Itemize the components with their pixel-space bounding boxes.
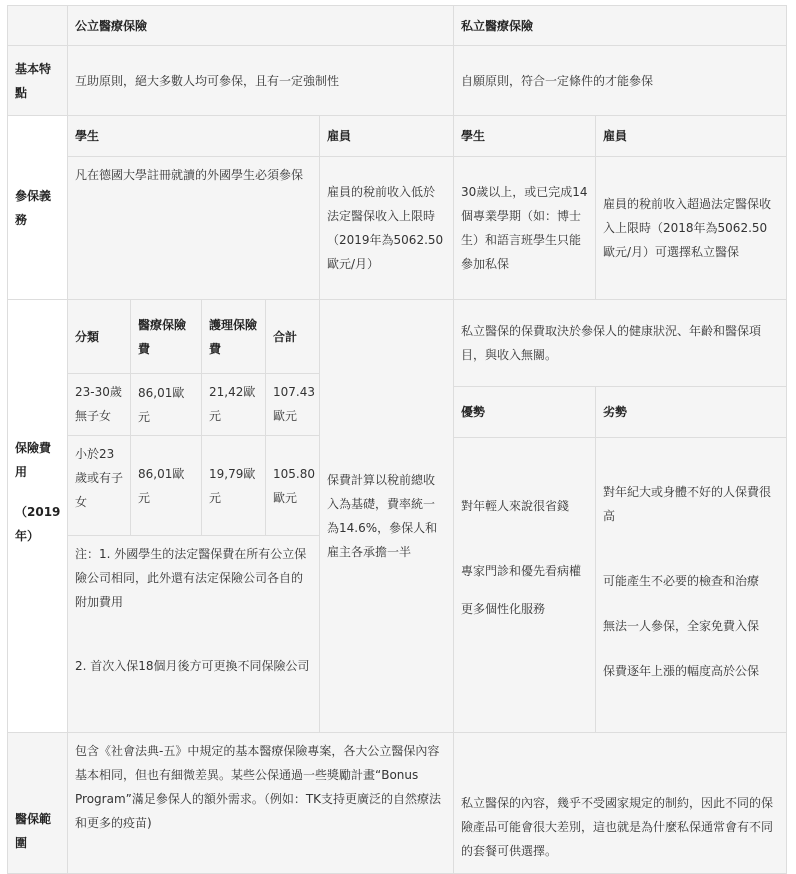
header-private-text: 私立醫療保險 xyxy=(461,18,534,33)
obligation-public-student xyxy=(67,156,320,300)
fee-row-1-total xyxy=(265,373,320,436)
fee-row-2-care-text: 19,79歐元 xyxy=(209,466,256,505)
row-label-obligation xyxy=(7,115,68,300)
obligation-public-student-head xyxy=(67,115,320,157)
premium-adv-1: 對年輕人來說很省錢 xyxy=(461,499,570,513)
basic-private xyxy=(453,45,787,116)
fee-head-medical xyxy=(130,299,202,374)
row-label-basic xyxy=(7,45,68,116)
obligation-private-student-head xyxy=(453,115,596,157)
obligation-private-employee-text: 雇員的稅前收入超過法定醫保收入上限時（2018年為5062.50歐元/月）可選擇私立醫保 xyxy=(603,197,772,259)
premium-note-2: 2. 首次入保18個月後方可更換不同保險公司 xyxy=(75,659,310,673)
premium-dis-3: 無法一人參保，全家免費入保 xyxy=(603,619,760,633)
obligation-public-employee-head-text: 雇員 xyxy=(327,129,352,143)
row-label-basic-text: 基本特點 xyxy=(15,61,52,100)
fee-row-2-medical-text: 86,01歐元 xyxy=(138,466,185,505)
premium-calc-text: 保費計算以稅前總收入為基礎，費率統一為14.6%，參保人和雇主各承擔一半 xyxy=(327,473,438,559)
premium-dis-1: 對年紀大或身體不好的人保費很高 xyxy=(603,485,772,523)
obligation-public-student-text: 凡在德國大學註冊就讀的外國學生必須參保 xyxy=(75,168,304,182)
obligation-private-employee xyxy=(595,156,787,300)
obligation-private-student-text: 30歲以上，或已完成14個專業學期（如：博士生）和語言班學生只能參加私保 xyxy=(461,185,588,271)
coverage-private-text: 私立醫保的內容，幾乎不受國家規定的制約，因此不同的保險產品可能會很大差別，這也就是為什麼私保通常會有不同的套餐可供選擇。 xyxy=(461,796,774,858)
fee-row-2-care xyxy=(201,435,266,536)
premium-dis-head xyxy=(595,386,787,438)
fee-row-1-medical xyxy=(130,373,202,436)
fee-head-care xyxy=(201,299,266,374)
premium-adv-head-text: 優勢 xyxy=(461,405,486,419)
obligation-public-student-head-text: 學生 xyxy=(75,129,100,143)
basic-public xyxy=(67,45,454,116)
header-public-text: 公立醫療保險 xyxy=(75,18,148,33)
premium-calc xyxy=(319,299,454,733)
fee-row-1-care-text: 21,42歐元 xyxy=(209,385,256,423)
obligation-private-employee-head-text: 雇員 xyxy=(603,129,628,143)
fee-row-1-medical-text: 86,01歐元 xyxy=(138,385,185,424)
row-label-coverage xyxy=(7,732,68,874)
coverage-private xyxy=(453,732,787,874)
obligation-public-employee-head xyxy=(319,115,454,157)
fee-row-2-medical xyxy=(130,435,202,536)
premium-adv xyxy=(453,437,596,733)
fee-row-2-total xyxy=(265,435,320,536)
fee-row-2-category-text: 小於23歲或有子女 xyxy=(75,447,124,509)
premium-notes xyxy=(67,535,320,733)
fee-row-1-category-text: 23-30歲無子女 xyxy=(75,385,122,423)
fee-row-1-total-text: 107.43歐元 xyxy=(273,385,315,423)
premium-private-desc-text: 私立醫保的保費取決於參保人的健康狀況、年齡和醫保項目，與收入無關。 xyxy=(461,324,762,362)
row-label-premium-text: 保險費用 xyxy=(15,441,52,479)
fee-row-1-category xyxy=(67,373,131,436)
row-label-obligation-text: 參保義務 xyxy=(15,188,52,227)
obligation-private-student-head-text: 學生 xyxy=(461,129,486,143)
fee-row-2-total-text: 105.80歐元 xyxy=(273,466,315,505)
coverage-public-text: 包含《社會法典-五》中規定的基本醫療保險專案，各大公立醫保內容基本相同，但也有細微差異。某些公保通過一些獎勵計畫“Bonus Program”滿足參保人的額外需求。（例如：TK支持更廣泛的自然療法和更多的疫苗) xyxy=(75,744,442,830)
row-label-premium-year: （2019年） xyxy=(15,505,61,543)
premium-dis-2: 可能產生不必要的檢查和治療 xyxy=(603,574,760,588)
fee-row-2-category xyxy=(67,435,131,536)
premium-note-1: 注：1. 外國學生的法定醫保費在所有公立保險公司相同，此外還有法定保險公司各自的附加費用 xyxy=(75,547,307,609)
fee-head-category-text: 分類 xyxy=(75,329,100,344)
obligation-private-employee-head xyxy=(595,115,787,157)
fee-head-category xyxy=(67,299,131,374)
header-private xyxy=(453,5,787,46)
obligation-public-employee-text: 雇員的稅前收入低於法定醫保收入上限時（2019年為5062.50歐元/月） xyxy=(327,185,444,271)
row-label-premium xyxy=(7,299,68,733)
fee-head-medical-text: 醫療保險費 xyxy=(138,317,187,356)
header-empty-cell xyxy=(7,5,68,46)
premium-dis-4: 保費逐年上漲的幅度高於公保 xyxy=(603,664,760,678)
fee-head-total xyxy=(265,299,320,374)
premium-dis xyxy=(595,437,787,733)
fee-head-total-text: 合計 xyxy=(273,329,298,344)
row-label-coverage-text: 醫保範圍 xyxy=(15,812,52,850)
premium-adv-2: 專家門診和優先看病權更多個性化服務 xyxy=(461,564,582,616)
premium-dis-head-text: 劣勢 xyxy=(603,405,628,419)
fee-row-1-care xyxy=(201,373,266,436)
premium-private-desc xyxy=(453,299,787,387)
basic-public-text: 互助原則，絕大多數人均可參保，且有一定強制性 xyxy=(75,73,340,88)
header-public xyxy=(67,5,454,46)
basic-private-text: 自願原則，符合一定條件的才能參保 xyxy=(461,73,654,88)
coverage-public xyxy=(67,732,454,874)
obligation-private-student xyxy=(453,156,596,300)
fee-head-care-text: 護理保險費 xyxy=(209,317,258,356)
obligation-public-employee xyxy=(319,156,454,300)
premium-adv-head xyxy=(453,386,596,438)
